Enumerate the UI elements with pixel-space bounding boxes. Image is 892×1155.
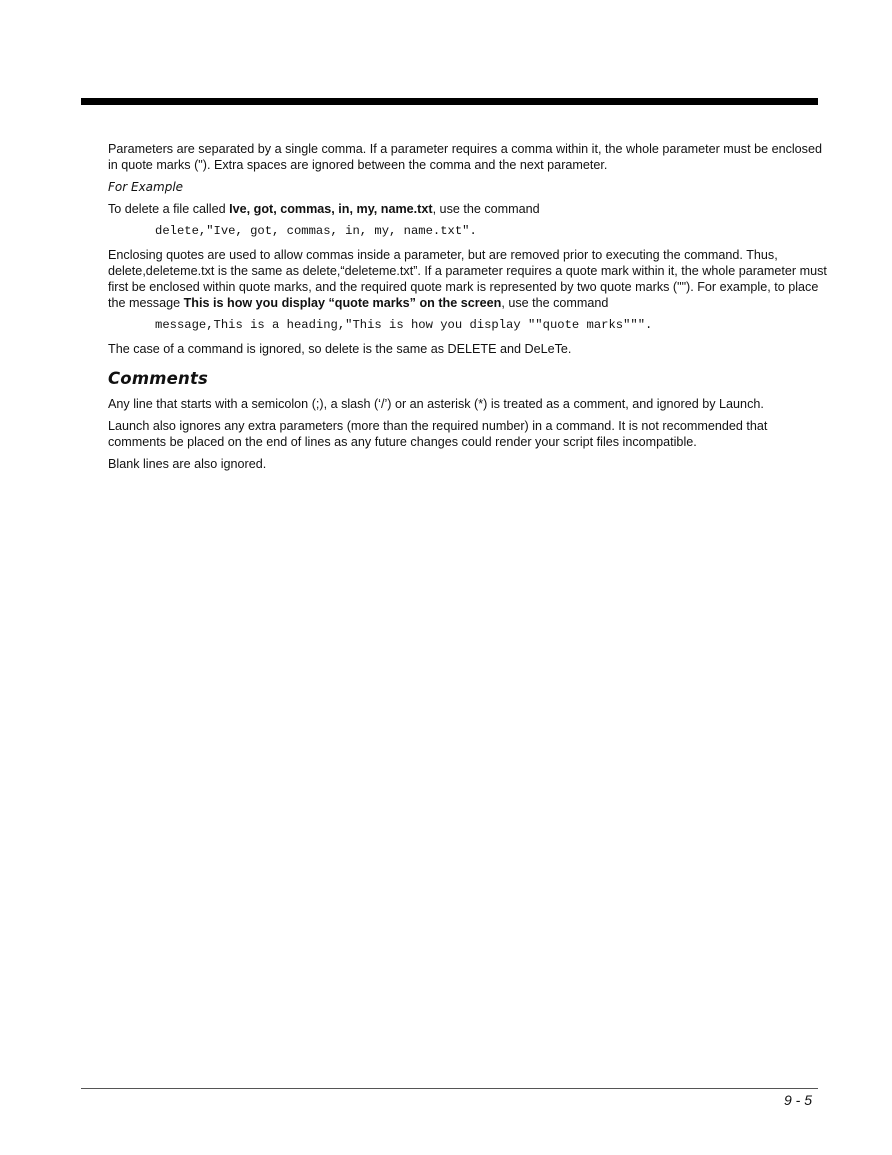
header-rule <box>81 98 818 105</box>
bold-message: This is how you display “quote marks” on the screen <box>183 296 502 310</box>
text-segment: , use the command <box>501 296 609 310</box>
paragraph-comment-lines: Any line that starts with a semicolon (;), a slash (‘/’) or an asterisk (*) is treated as a comment, and ignored by Launch. <box>108 397 764 411</box>
text-segment: To delete a file called <box>108 202 230 216</box>
paragraph-delete-example <box>108 201 828 217</box>
paragraph-enclosing-quotes <box>108 247 828 311</box>
text-segment: , use the command <box>432 202 540 216</box>
example-label: For Example <box>108 180 184 194</box>
paragraph-parameters: Parameters are separated by a single comma. If a parameter requires a comma within it, the whole parameter must be enclosed in quote marks ("). Extra spaces are ignored between the comma and the next parameter. <box>108 142 822 172</box>
code-message-command: message,This is a heading,"This is how you display ""quote marks""". <box>155 318 653 332</box>
document-body <box>108 141 828 478</box>
paragraph-blank-lines: Blank lines are also ignored. <box>108 457 267 471</box>
section-heading-comments: Comments <box>108 369 209 388</box>
paragraph-case: The case of a command is ignored, so delete is the same as DELETE and DeLeTe. <box>108 342 572 356</box>
code-delete-command: delete,"Ive, got, commas, in, my, name.txt". <box>155 224 477 238</box>
paragraph-extra-parameters: Launch also ignores any extra parameters (more than the required number) in a command. It is not recommended that comments be placed on the end of lines as any future changes could render your script files incompatible. <box>108 419 768 449</box>
bold-filename: Ive, got, commas, in, my, name.txt <box>229 202 433 216</box>
page-number: 9 - 5 <box>783 1092 812 1108</box>
text-segment: Enclosing quotes are used to allow commas inside a parameter, but are removed prior to executing the command. Thus, delete,deleteme.txt is the same as delete,“deleteme.txt”. If a parameter requires a quote mark within it, the whole parameter must first be enclosed within quote marks, and the required quote mark is represented by two quote marks (""). For example, to place the message <box>108 248 827 310</box>
footer-rule <box>81 1088 818 1089</box>
